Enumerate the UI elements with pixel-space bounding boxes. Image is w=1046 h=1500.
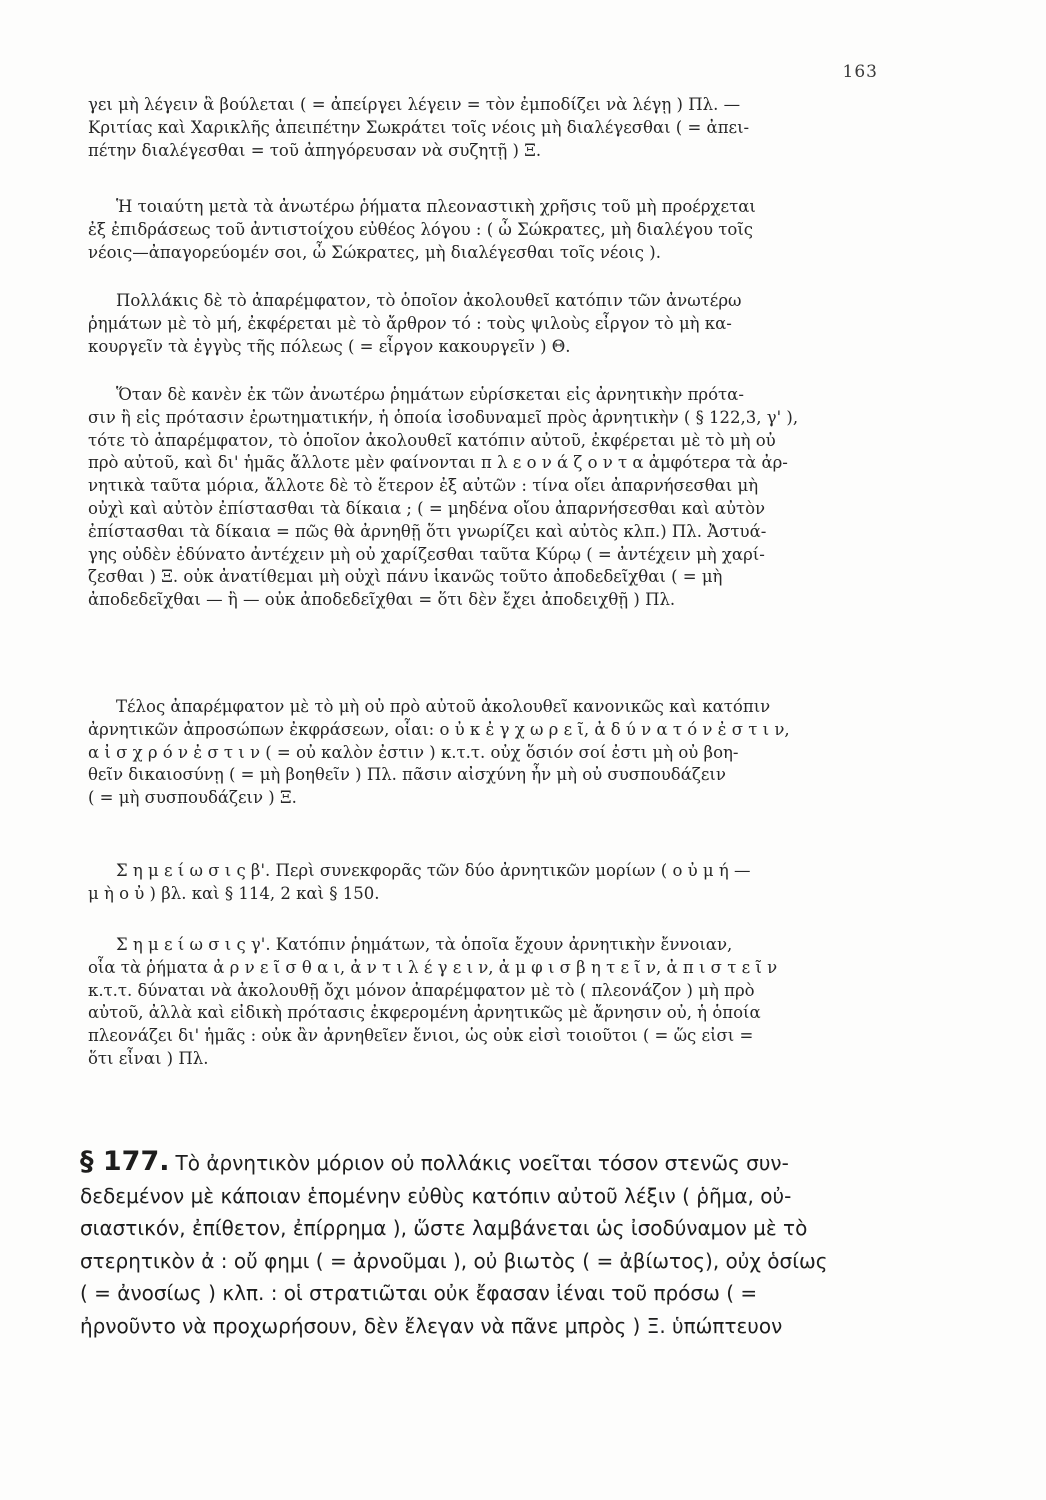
text-line: κ.τ.τ. δύναται νὰ ἀκολουθῇ ὄχι μόνον ἀπαρέμφατον μὲ τὸ ( πλεονάζον ) μὴ πρὸ (88, 980, 755, 1000)
paragraph-negative-clause (88, 384, 884, 612)
text-line: οὐχὶ καὶ αὐτὸν ἐπίστασθαι τὰ δίκαια ; ( = μηδένα οἴου ἀπαρνήσεσθαι καὶ αὐτὸν (88, 498, 766, 518)
text-line: τότε τὸ ἀπαρέμφατον, τὸ ὁποῖον ἀκολουθεῖ κατόπιν αὐτοῦ, ἐκφέρεται μὲ τὸ μὴ οὐ (88, 430, 776, 450)
text-line: θεῖν δικαιοσύνῃ ( = μὴ βοηθεῖν ) Πλ. πᾶσιν αἰσχύνη ἦν μὴ οὐ συσπουδάζειν (88, 765, 726, 785)
paragraph-pleonastic-use (88, 196, 884, 264)
text-line: στερητικὸν ἀ : οὔ φημι ( = ἀρνοῦμαι ), οὐ βιωτὸς ( = ἀβίωτος), οὐχ ὁσίως (80, 1248, 828, 1273)
text-line: Τέλος ἀπαρέμφατον μὲ τὸ μὴ οὐ πρὸ αὐτοῦ ἀκολουθεῖ κανονικῶς καὶ κατόπιν (116, 697, 771, 716)
text-line: γης οὐδὲν ἐδύνατο ἀντέχειν μὴ οὐ χαρίζεσθαι ταῦτα Κύρῳ ( = ἀντέχειν μὴ χαρί- (88, 544, 765, 564)
text-line: Σ η μ ε ί ω σ ι ς β'. Περὶ συνεκφορᾶς τῶν δύο ἀρνητικῶν μορίων ( ο ὐ μ ή — (116, 861, 751, 880)
text-line: α ἰ σ χ ρ ό ν ἐ σ τ ι ν ( = οὐ καλὸν ἐστιν ) κ.τ.τ. οὐχ ὅσιόν σοί ἐστι μὴ οὐ βοη- (88, 742, 739, 762)
text-line: ( = μὴ συσπουδάζειν ) Ξ. (88, 788, 297, 808)
text-line: κουργεῖν τὰ ἐγγὺς τῆς πόλεως ( = εἶργον κακουργεῖν ) Θ. (88, 336, 571, 356)
text-line: νητικὰ ταῦτα μόρια, ἄλλοτε δὲ τὸ ἕτερον ἐξ αὐτῶν : τίνα οἴει ἀπαρνήσεσθαι μὴ (88, 476, 759, 496)
paragraph-examples-1 (88, 94, 884, 162)
text-line: ὅτι εἶναι ) Πλ. (88, 1048, 209, 1068)
text-line: πρὸ αὐτοῦ, καὶ δι' ἡμᾶς ἄλλοτε μὲν φαίνονται π λ ε ο ν ά ζ ο ν τ α ἀμφότερα τὰ ἀρ- (88, 453, 788, 473)
text-line: μ ὴ ο ὐ ) βλ. καὶ § 114, 2 καὶ § 150. (88, 883, 380, 903)
note-beta (88, 860, 884, 906)
text-line: ἀποδεδεῖχθαι — ἢ — οὐκ ἀποδεδεῖχθαι = ὅτι δὲν ἔχει ἀποδειχθῇ ) Πλ. (88, 590, 676, 610)
text-line: νέοις—ἀπαγορεύομέν σοι, ὦ Σώκρατες, μὴ διαλέγεσθαι τοῖς νέοις ). (88, 242, 661, 262)
paragraph-impersonal-expressions (88, 696, 884, 810)
text-line: Σ η μ ε ί ω σ ι ς γ'. Κατόπιν ῥημάτων, τὰ ὁποῖα ἔχουν ἀρνητικὴν ἔννοιαν, (116, 935, 733, 954)
text-line: σιαστικόν, ἐπίθετον, ἐπίρρημα ), ὥστε λαμβάνεται ὡς ἰσοδύναμον μὲ τὸ (80, 1216, 808, 1240)
text-line: ζεσθαι ) Ξ. οὐκ ἀνατίθεμαι μὴ οὐχὶ πάνυ ἱκανῶς τοῦτο ἀποδεδεῖχθαι ( = μὴ (88, 567, 723, 587)
text-line: δεδεμένον μὲ κάποιαν ἑπομένην εὐθὺς κατόπιν αὐτοῦ λέξιν ( ῥῆμα, οὐ- (80, 1183, 792, 1208)
note-gamma (88, 934, 884, 1071)
text-line: γει μὴ λέγειν ἃ βούλεται ( = ἀπείργει λέγειν = τὸν ἐμποδίζει νὰ λέγῃ ) Πλ. — (88, 95, 741, 114)
section-first-line (80, 1146, 880, 1180)
text-line: ῥημάτων μὲ τὸ μή, ἐκφέρεται μὲ τὸ ἄρθρον τό : τοὺς ψιλοὺς εἶργον τὸ μὴ κα- (88, 313, 732, 333)
text-line: σιν ἢ εἰς πρότασιν ἐρωτηματικήν, ἡ ὁποία ἰσοδυναμεῖ πρὸς ἀρνητικὴν ( § 122,3, γ' ), (88, 407, 799, 427)
text-line: Ἡ τοιαύτη μετὰ τὰ ἀνωτέρω ῥήματα πλεοναστικὴ χρῆσις τοῦ μὴ προέρχεται (116, 197, 756, 216)
text-line: Κριτίας καὶ Χαρικλῆς ἀπειπέτην Σωκράτει τοῖς νέοις μὴ διαλέγεσθαι ( = ἀπει- (88, 117, 750, 137)
text-line: Ὅταν δὲ κανὲν ἐκ τῶν ἀνωτέρω ῥημάτων εὑρίσκεται εἰς ἀρνητικὴν πρότα- (116, 385, 744, 404)
text-line: ἀρνητικῶν ἀπροσώπων ἐκφράσεων, οἷαι: ο ὐ κ ἐ γ χ ω ρ ε ῖ, ἀ δ ύ ν α τ ό ν ἐ σ τ ι ν, (88, 719, 790, 739)
text-line: αὐτοῦ, ἀλλὰ καὶ εἰδικὴ πρότασις ἐκφερομένη ἀρνητικῶς μὲ ἄρνησιν οὐ, ἡ ὁποία (88, 1003, 761, 1023)
section-177 (80, 1146, 880, 1342)
text-line: ἐξ ἐπιδράσεως τοῦ ἀντιστοίχου εὐθέος λόγου : ( ὦ Σώκρατες, μὴ διαλέγου τοῖς (88, 219, 754, 239)
text-line: Τὸ ἀρνητικὸν μόριον οὐ πολλάκις νοεῖται τόσον στενῶς συν- (175, 1151, 789, 1175)
text-line: ( = ἀνοσίως ) κλπ. : οἱ στρατιῶται οὐκ ἔφασαν ἰέναι τοῦ πρόσω ( = (80, 1281, 758, 1305)
text-line: Πολλάκις δὲ τὸ ἀπαρέμφατον, τὸ ὁποῖον ἀκολουθεῖ κατόπιν τῶν ἀνωτέρω (116, 291, 742, 310)
text-line: οἷα τὰ ῥήματα ἀ ρ ν ε ῖ σ θ α ι, ἀ ν τ ι λ έ γ ε ι ν, ἀ μ φ ι σ β η τ ε ῖ ν, ἀ π ι σ τ ε ῖ ν (88, 957, 778, 977)
text-line: ἠρνοῦντο νὰ προχωρήσουν, δὲν ἔλεγαν νὰ πᾶνε μπρὸς ) Ξ. ὑπώπτευον (80, 1313, 783, 1338)
page-number: 163 (842, 62, 878, 82)
section-number: § 177. (80, 1146, 170, 1177)
text-line: πλεονάζει δι' ἡμᾶς : οὐκ ἂν ἀρνηθεῖεν ἔνιοι, ὡς οὐκ εἰσὶ τοιοῦτοι ( = ὥς εἰσι = (88, 1026, 754, 1046)
text-line: ἐπίστασθαι τὰ δίκαια = πῶς θὰ ἀρνηθῇ ὅτι γνωρίζει καὶ αὐτὸς κλπ.) Πλ. Ἀστυά- (88, 521, 767, 541)
paragraph-infinitive-article (88, 290, 884, 358)
text-line: πέτην διαλέγεσθαι = τοῦ ἀπηγόρευσαν νὰ συζητῇ ) Ξ. (88, 140, 542, 160)
